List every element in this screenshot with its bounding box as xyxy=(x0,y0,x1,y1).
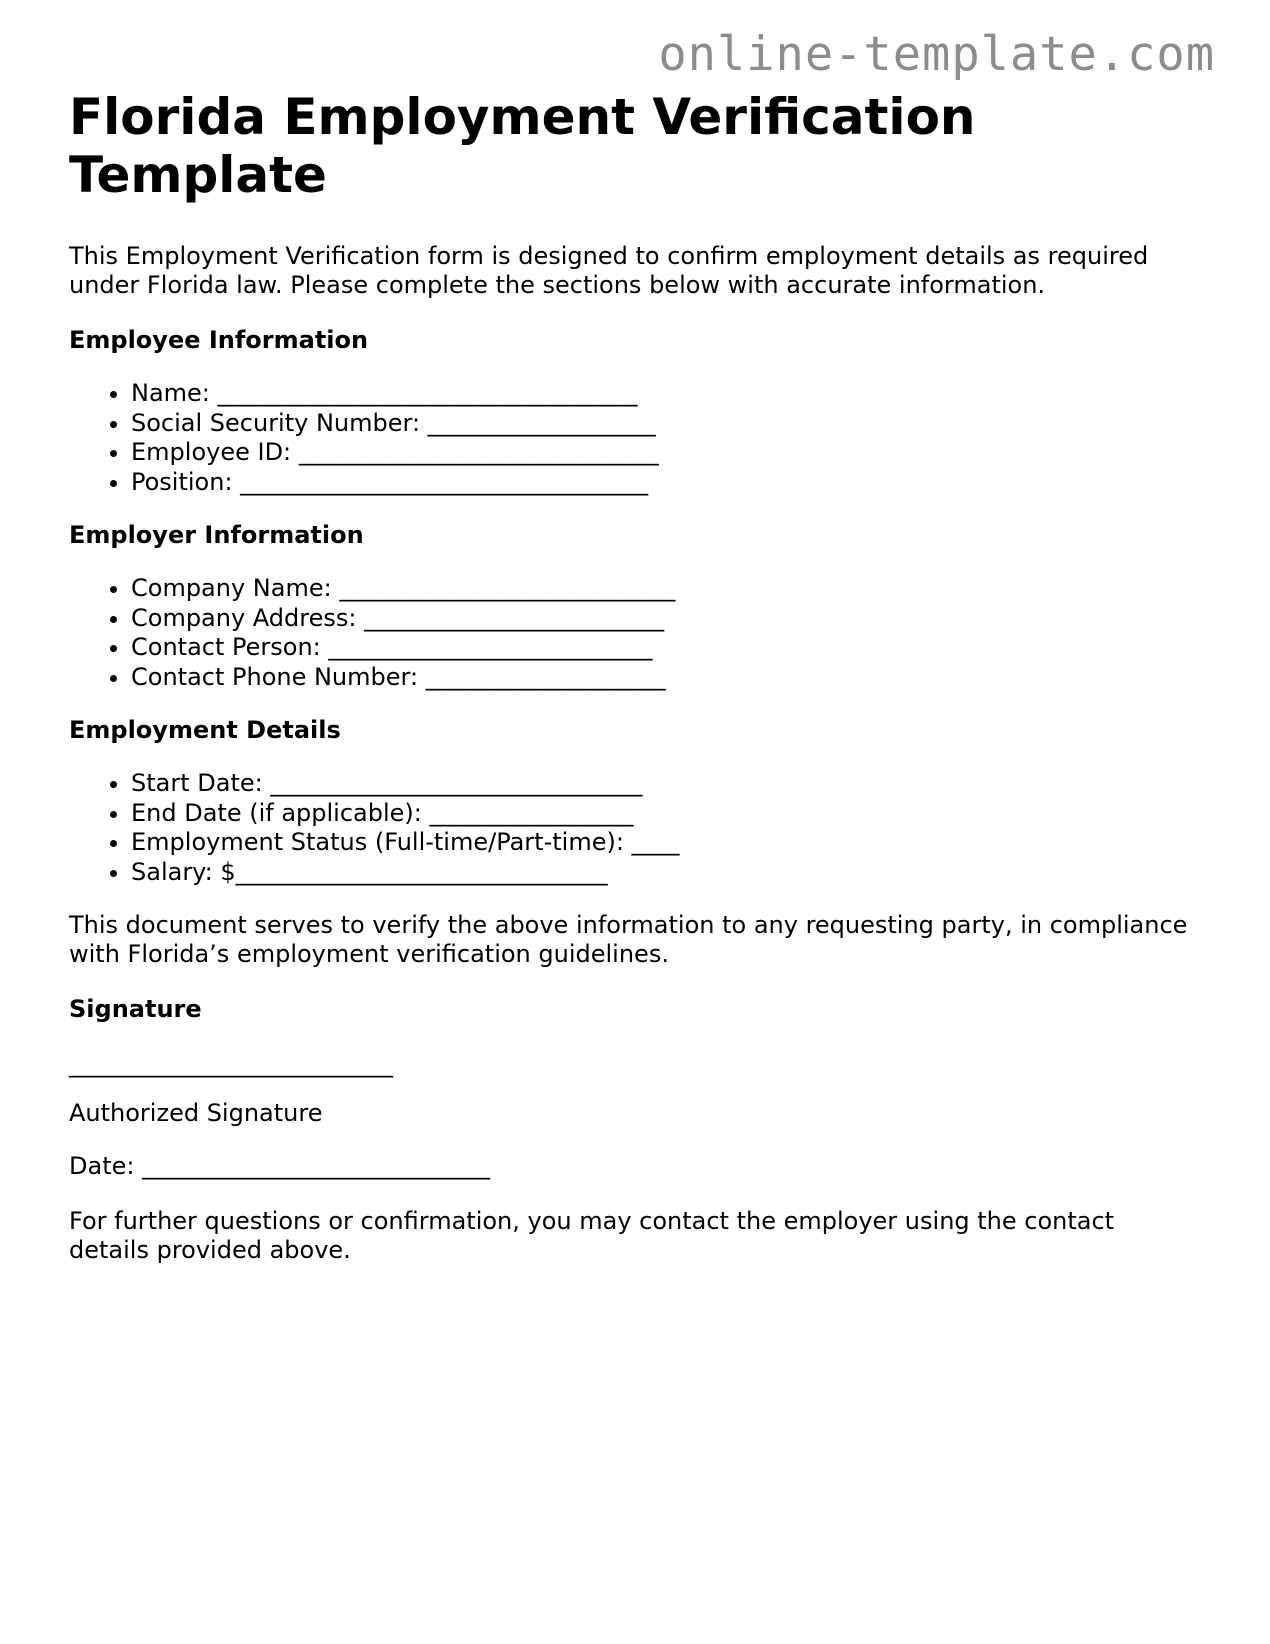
page-title: Florida Employment Verification Template xyxy=(69,88,976,204)
list-item: • Name: ___________________________________ xyxy=(131,379,1199,409)
list-item: • Contact Person: ___________________________ xyxy=(131,633,1199,663)
employment-details-heading: Employment Details xyxy=(69,716,341,744)
document-page xyxy=(69,88,1199,1291)
list-item: • Company Name: ____________________________ xyxy=(131,574,1199,604)
list-item: • Company Address: _________________________ xyxy=(131,604,1199,634)
employer-info-heading: Employer Information xyxy=(69,521,364,549)
verification-paragraph: This document serves to verify the above information to any requesting party, in compliance with Florida’s employment verification guidelines. xyxy=(69,911,1188,968)
list-item: • Employee ID: ______________________________ xyxy=(131,438,1199,468)
list-item: • End Date (if applicable): _________________ xyxy=(131,799,1199,829)
list-item: • Salary: $_______________________________ xyxy=(131,858,1199,888)
signature-date: Date: _____________________________ xyxy=(69,1152,491,1180)
closing-paragraph: For further questions or confirmation, you may contact the employer using the contact details provided above. xyxy=(69,1207,1115,1264)
signature-heading: Signature xyxy=(69,995,202,1023)
list-item: • Start Date: _______________________________ xyxy=(131,769,1199,799)
signature-line: ___________________________ xyxy=(69,1050,393,1078)
list-item: • Contact Phone Number: ____________________ xyxy=(131,663,1199,693)
employee-info-list xyxy=(69,379,1199,497)
list-item: • Social Security Number: ___________________ xyxy=(131,409,1199,439)
employee-info-heading: Employee Information xyxy=(69,326,369,354)
watermark: online-template.com xyxy=(658,27,1215,82)
employment-details-list xyxy=(69,769,1199,887)
signature-label: Authorized Signature xyxy=(69,1099,323,1127)
list-item: • Position: __________________________________ xyxy=(131,468,1199,498)
intro-paragraph: This Employment Verification form is designed to confirm employment details as required under Florida law. Please complete the sections below with accurate information. xyxy=(69,242,1149,299)
list-item: • Employment Status (Full-time/Part-time): ____ xyxy=(131,828,1199,858)
employer-info-list xyxy=(69,574,1199,692)
